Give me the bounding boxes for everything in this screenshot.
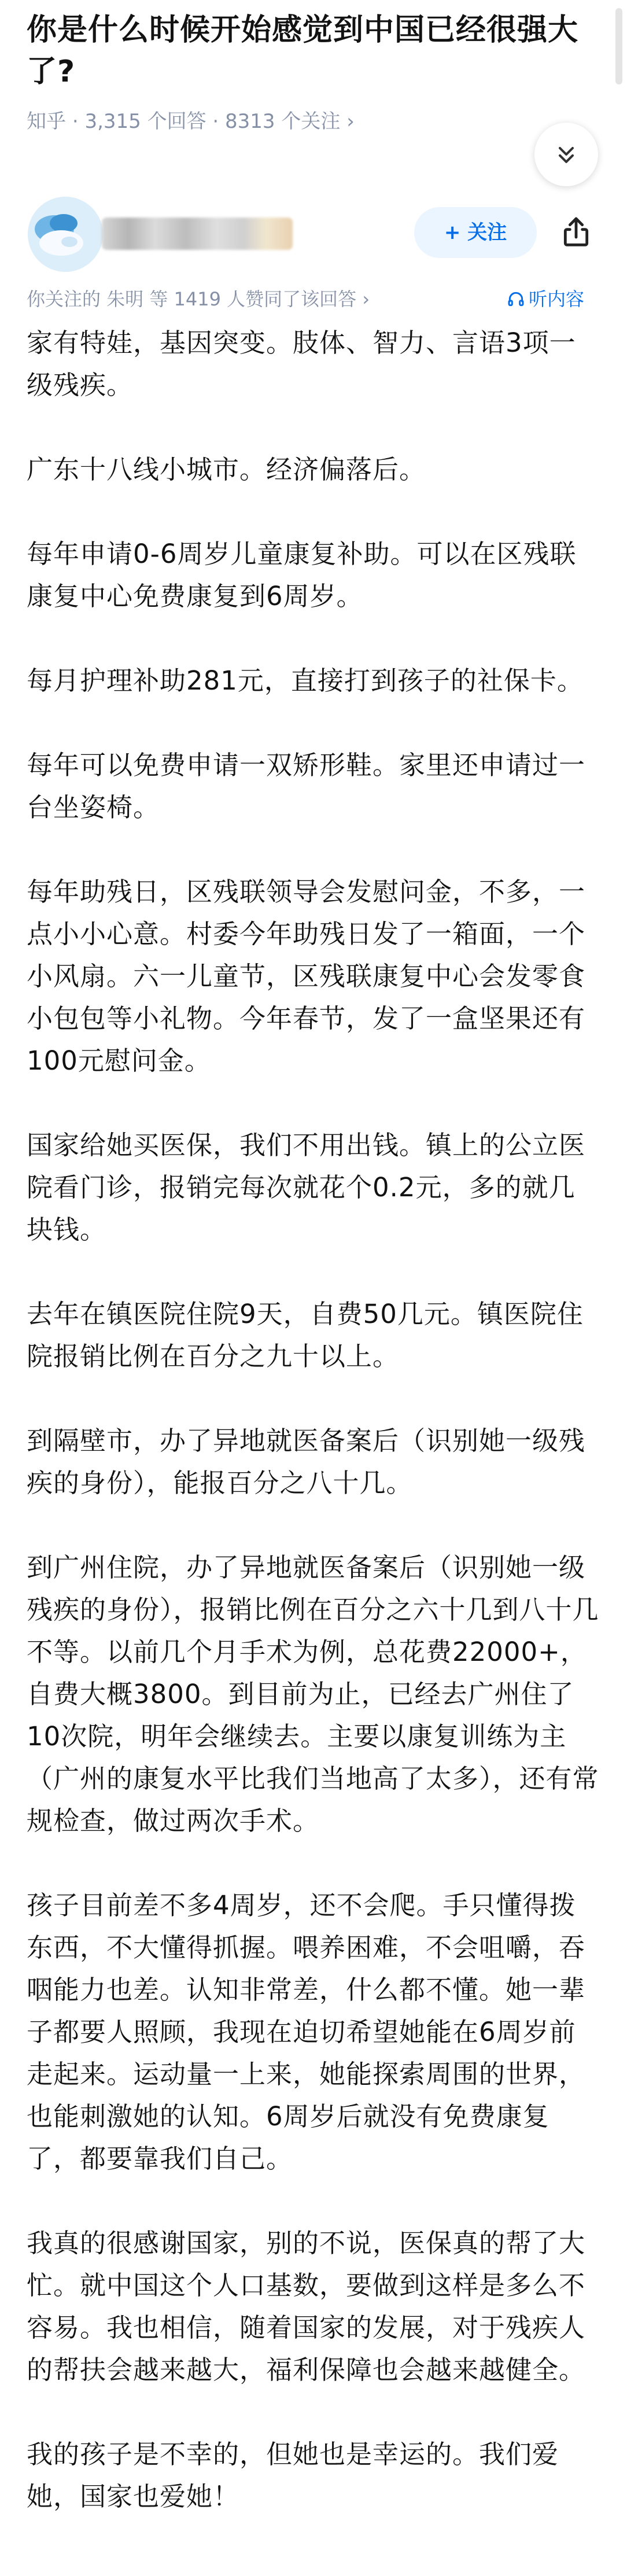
followers-count: 8313 个关注: [225, 110, 341, 133]
listen-label: 听内容: [529, 288, 585, 310]
answer-paragraph: 去年在镇医院住院9天，自费50几元。镇医院住院报销比例在百分之九十以上。: [27, 1299, 584, 1372]
chevron-right-icon: ›: [346, 110, 355, 133]
liked-by-text: 你关注的 朱明 等 1419 人赞同了该回答: [27, 288, 357, 310]
share-icon[interactable]: [558, 214, 595, 251]
chevron-double-down-icon: [554, 142, 579, 167]
answer-paragraph: 广东十八线小城市。经济偏落后。: [27, 454, 426, 485]
answer-paragraph: 每年申请0-6周岁儿童康复补助。可以在区残联康复中心免费康复到6周岁。: [27, 539, 577, 611]
answer-paragraph: 每月护理补助281元，直接打到孩子的社保卡。: [27, 665, 584, 696]
author-name-blurred[interactable]: [102, 218, 293, 250]
answer-paragraph: 我真的很感谢国家，别的不说，医保真的帮了大忙。就中国这个人口基数，要做到这样是多么不容易。我也相信，随着国家的发展，对于残疾人的帮扶会越来越大，福利保障也会越来越健全。: [27, 2228, 586, 2385]
liked-by-summary[interactable]: [27, 287, 370, 311]
answer-paragraph: 孩子目前差不多4周岁，还不会爬。手只懂得拨东西，不大懂得抓握。喂养困难，不会咀嚼，吞咽能力也差。认知非常差，什么都不懂。她一辈子都要人照顾，我现在迫切希望她能在6周岁前走起来。运动量一上来，她能探索周围的世界，也能刺激她的认知。6周岁后就没有免费康复了，都要靠我们自己。: [27, 1890, 586, 2174]
answer-paragraph: 每年助残日，区残联领导会发慰问金，不多，一点小小心意。村委今年助残日发了一箱面，一个小风扇。六一儿童节，区残联康复中心会发零食小包包等小礼物。今年春节，发了一盒坚果还有100元慰问金。: [27, 876, 586, 1076]
scrollbar[interactable]: [615, 8, 622, 84]
question-meta[interactable]: [27, 109, 355, 134]
headphones-icon: [507, 290, 525, 308]
chevron-right-icon: ›: [362, 288, 370, 310]
answer-paragraph: 我的孩子是不幸的，但她也是幸运的。我们爱她，国家也爱她！: [27, 2439, 559, 2512]
meta-separator: ·: [212, 110, 219, 133]
answer-paragraph: 到广州住院，办了异地就医备案后（识别她一级残疾的身份），报销比例在百分之六十几到八十几不等。以前几个月手术为例，总花费22000+，自费大概3800。到目前为止，已经去广州住了10次院，明年会继续去。主要以康复训练为主（广州的康复水平比我们当地高了太多），还有常规检查，做过两次手术。: [27, 1552, 599, 1836]
follow-button[interactable]: + 关注: [414, 207, 537, 258]
source-label: 知乎: [27, 110, 66, 133]
collapse-button[interactable]: [534, 123, 598, 186]
answer-paragraph: 国家给她买医保，我们不用出钱。镇上的公立医院看门诊，报销完每次就花个0.2元，多的就几块钱。: [27, 1130, 586, 1245]
listen-button[interactable]: [507, 287, 584, 311]
avatar-image: [28, 197, 103, 272]
answers-count: 3,315 个回答: [84, 110, 206, 133]
question-title[interactable]: 你是什么时候开始感觉到中国已经很强大了?: [27, 13, 579, 89]
avatar[interactable]: [28, 197, 103, 272]
answer-content: [27, 322, 602, 2560]
meta-separator: ·: [72, 110, 79, 133]
answer-paragraph: 家有特娃，基因突变。肢体、智力、言语3项一级残疾。: [27, 327, 576, 400]
answer-paragraph: 每年可以免费申请一双矫形鞋。家里还申请过一台坐姿椅。: [27, 750, 586, 823]
answer-paragraph: 到隔壁市，办了异地就医备案后（识别她一级残疾的身份），能报百分之八十几。: [27, 1425, 586, 1498]
